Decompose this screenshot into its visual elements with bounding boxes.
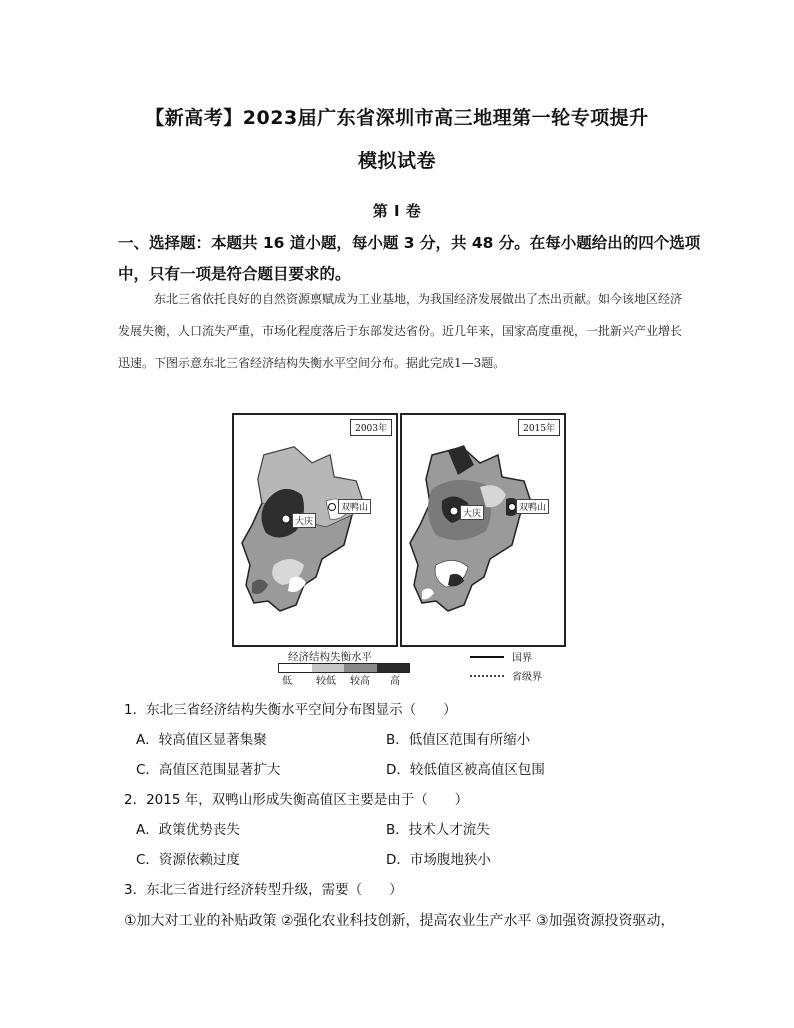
volume-heading: 第 I 卷 [372,202,422,220]
city-label-daqing: 大庆 [292,513,316,528]
legend-label-higher: 较高 [350,676,370,687]
legend-swatch-higher [344,664,377,672]
question-3-stem: 3．东北三省进行经济转型升级，需要（ ） [124,882,403,898]
map-2015 [400,413,566,647]
page-subtitle: 模拟试卷 [357,150,436,172]
legend-national-boundary-line [470,656,504,658]
map-2003 [232,413,398,647]
question-2-stem: 2．2015 年，双鸭山形成失衡高值区主要是由于（ ） [124,792,469,808]
legend-provincial-boundary-label: 省级界 [512,672,542,683]
question-2-option-b: B．技术人才流失 [386,822,490,838]
question-1-option-d: D．较低值区被高值区包围 [386,762,545,778]
legend-provincial-boundary-line [470,675,504,677]
legend-title: 经济结构失衡水平 [288,651,372,663]
page-title: 【新高考】2023届广东省深圳市高三地理第一轮专项提升 [145,107,649,129]
map-2003-graphic [234,415,396,645]
section-heading: 一、选择题：本题共 16 道小题，每小题 3 分，共 48 分。在每小题给出的四个选项中，只有一项是符合题目要求的。 [118,234,701,283]
passage-text: 东北三省依托良好的自然资源禀赋成为工业基地，为我国经济发展做出了杰出贡献。如今该地区经济发展失衡，人口流失严重，市场化程度落后于东部发达省份。近几年来，国家高度重视，一批新兴产业增长迅速。下图示意东北三省经济结构失衡水平空间分布。据此完成1—3题。 [118,292,683,370]
question-1-option-b: B．低值区范围有所缩小 [386,732,531,748]
legend-swatch-high [377,664,410,672]
legend-national-boundary-label: 国界 [512,653,532,664]
question-2-option-c: C．资源依赖过度 [136,852,240,868]
city-label-shuangyashan-2015: 双鸭山 [516,499,549,514]
legend-swatch-lower [312,664,345,672]
city-label-shuangyashan: 双鸭山 [338,499,371,514]
question-1-option-c: C．高值区范围显著扩大 [136,762,281,778]
question-3-options: ①加大对工业的补贴政策 ②强化农业科技创新，提高农业生产水平 ③加强资源投资驱动， [124,913,675,929]
legend-label-low: 低 [282,676,292,687]
reading-passage [118,283,686,379]
city-label-daqing-2015: 大庆 [460,505,484,520]
question-1-stem: 1．东北三省经济结构失衡水平空间分布图显示（ ） [124,702,457,718]
year-tag-2015: 2015年 [518,419,560,436]
question-1-option-a: A．较高值区显著集聚 [136,732,267,748]
year-tag-2003: 2003年 [350,419,392,436]
map-figure [230,413,590,685]
legend-label-lower: 较低 [316,676,336,687]
legend-label-high: 高 [390,676,400,687]
question-2-option-a: A．政策优势丧失 [136,822,240,838]
question-2-option-d: D．市场腹地狭小 [386,852,491,868]
legend-swatch-low [279,664,312,672]
map-2015-graphic [402,415,564,645]
